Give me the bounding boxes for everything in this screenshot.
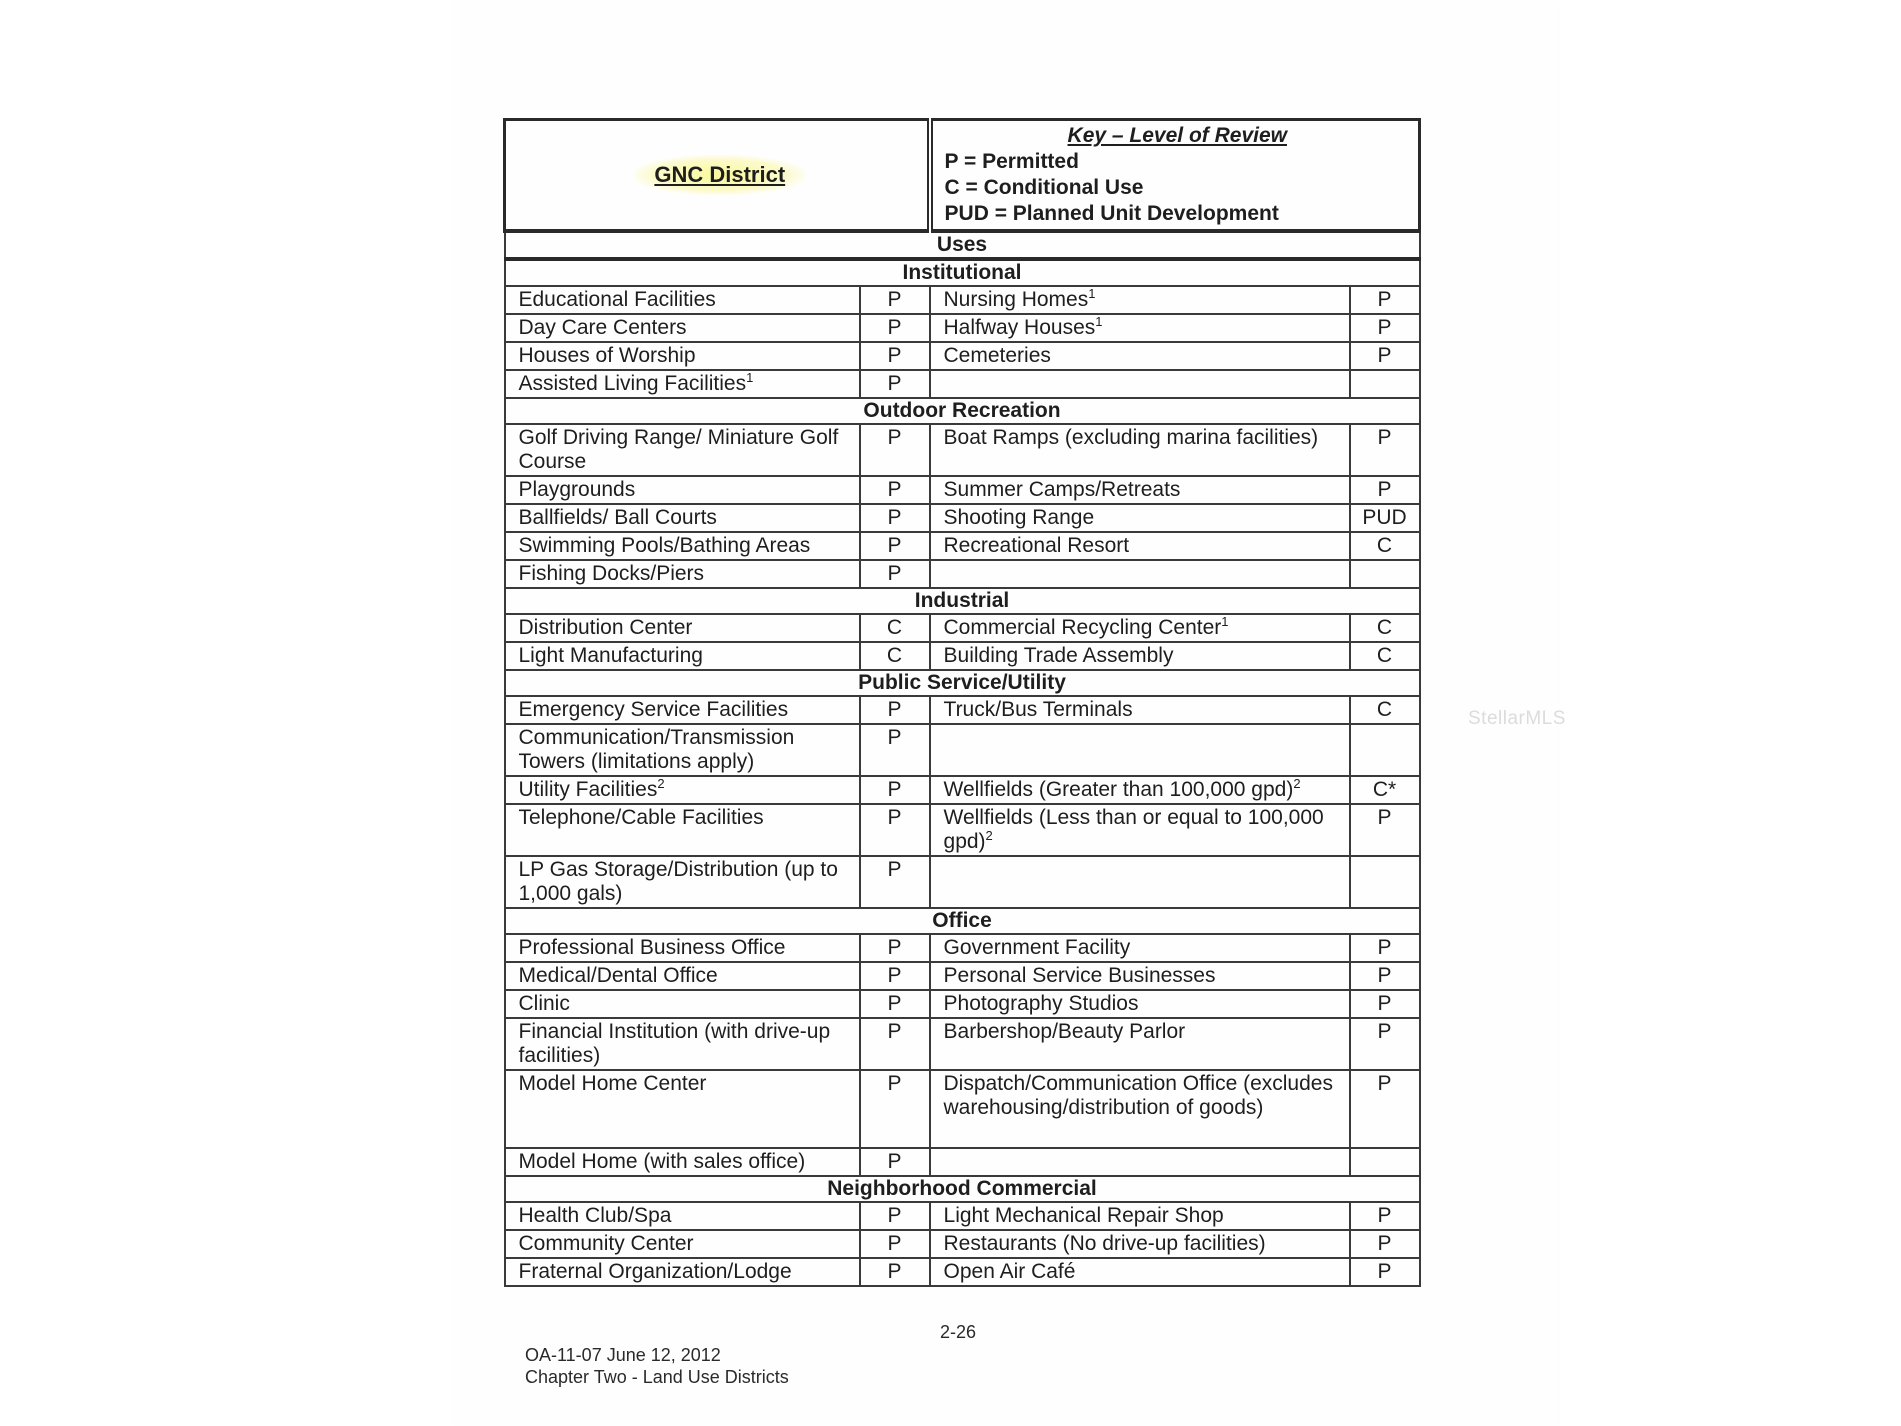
review-key bbox=[930, 120, 1420, 232]
use-name-right bbox=[930, 776, 1350, 804]
table-row bbox=[505, 776, 1420, 804]
use-name-left bbox=[505, 424, 860, 476]
review-code-left: P bbox=[860, 314, 930, 342]
use-name-right bbox=[930, 614, 1350, 642]
section-row bbox=[505, 259, 1420, 286]
use-name-left bbox=[505, 642, 860, 670]
review-code-right: P bbox=[1350, 962, 1420, 990]
use-label: Professional Business Office bbox=[518, 936, 786, 959]
use-name-right bbox=[930, 424, 1350, 476]
use-label: Assisted Living Facilities bbox=[518, 372, 747, 395]
use-name-right bbox=[930, 804, 1350, 856]
use-name-left bbox=[505, 934, 860, 962]
table-row bbox=[505, 934, 1420, 962]
use-name-right bbox=[930, 342, 1350, 370]
use-label: Fraternal Organization/Lodge bbox=[518, 1260, 792, 1283]
use-label: Building Trade Assembly bbox=[943, 644, 1174, 667]
use-name-left bbox=[505, 342, 860, 370]
use-name-right bbox=[930, 504, 1350, 532]
footer-chapter: Chapter Two - Land Use Districts bbox=[525, 1367, 789, 1387]
section-row bbox=[505, 588, 1420, 614]
use-name-right bbox=[930, 642, 1350, 670]
footnote-mark: 1 bbox=[1095, 314, 1103, 329]
uses-row bbox=[505, 231, 1420, 259]
use-label: Swimming Pools/Bathing Areas bbox=[518, 534, 811, 557]
watermark: StellarMLS bbox=[1468, 708, 1566, 729]
review-code-right: P bbox=[1350, 286, 1420, 314]
review-code-right: P bbox=[1350, 1202, 1420, 1230]
review-code-right: P bbox=[1350, 1018, 1420, 1070]
use-label: Restaurants (No drive-up facilities) bbox=[943, 1232, 1266, 1255]
uses-heading: Uses bbox=[505, 231, 1420, 259]
use-label: Barbershop/Beauty Parlor bbox=[943, 1020, 1186, 1043]
district-cell bbox=[505, 120, 930, 232]
review-code-left: P bbox=[860, 804, 930, 856]
table-row bbox=[505, 286, 1420, 314]
use-label: Medical/Dental Office bbox=[518, 964, 718, 987]
table-row bbox=[505, 1258, 1420, 1286]
review-code-left: P bbox=[860, 724, 930, 776]
use-label: Golf Driving Range/ Miniature Golf Course bbox=[518, 426, 839, 473]
use-name-left bbox=[505, 560, 860, 588]
section-row bbox=[505, 670, 1420, 696]
use-label: Photography Studios bbox=[943, 992, 1139, 1015]
table-row bbox=[505, 560, 1420, 588]
table-row bbox=[505, 1202, 1420, 1230]
use-label: Emergency Service Facilities bbox=[518, 698, 789, 721]
use-name-right bbox=[930, 1148, 1350, 1176]
review-code-right: C bbox=[1350, 696, 1420, 724]
use-label: Light Mechanical Repair Shop bbox=[943, 1204, 1224, 1227]
table-row bbox=[505, 696, 1420, 724]
review-code-right: C* bbox=[1350, 776, 1420, 804]
review-code-right: P bbox=[1350, 1258, 1420, 1286]
review-code-left: P bbox=[860, 962, 930, 990]
use-name-right bbox=[930, 560, 1350, 588]
review-code-left: C bbox=[860, 614, 930, 642]
page-number: 2-26 bbox=[940, 1322, 977, 1342]
use-name-left bbox=[505, 804, 860, 856]
section-row bbox=[505, 1176, 1420, 1202]
use-label: Light Manufacturing bbox=[518, 644, 703, 667]
review-code-right bbox=[1350, 370, 1420, 398]
review-code-right: P bbox=[1350, 990, 1420, 1018]
footnote-mark: 1 bbox=[1088, 286, 1096, 301]
use-label: Nursing Homes bbox=[943, 288, 1089, 311]
use-label: Model Home (with sales office) bbox=[518, 1150, 806, 1173]
review-code-right: C bbox=[1350, 532, 1420, 560]
use-label: Distribution Center bbox=[518, 616, 693, 639]
district-title: GNC District bbox=[634, 155, 805, 195]
review-code-left: P bbox=[860, 560, 930, 588]
review-code-right: P bbox=[1350, 934, 1420, 962]
footnote-mark: 1 bbox=[746, 370, 754, 385]
use-name-right bbox=[930, 286, 1350, 314]
use-label: Clinic bbox=[518, 992, 570, 1015]
use-label: Summer Camps/Retreats bbox=[943, 478, 1181, 501]
table-header-row bbox=[505, 120, 1420, 232]
review-code-left: P bbox=[860, 1070, 930, 1148]
review-code-right: P bbox=[1350, 1230, 1420, 1258]
review-code-left: P bbox=[860, 424, 930, 476]
use-label: Financial Institution (with drive-up facilities) bbox=[518, 1020, 831, 1067]
table-row bbox=[505, 1148, 1420, 1176]
use-name-left bbox=[505, 990, 860, 1018]
use-label: Shooting Range bbox=[943, 506, 1095, 529]
review-code-right: PUD bbox=[1350, 504, 1420, 532]
use-label: Wellfields (Less than or equal to 100,000 gpd) bbox=[943, 806, 1324, 853]
use-name-right bbox=[930, 532, 1350, 560]
use-name-left bbox=[505, 286, 860, 314]
use-name-right bbox=[930, 962, 1350, 990]
review-code-right bbox=[1350, 724, 1420, 776]
key-line-pud: PUD = Planned Unit Development bbox=[944, 202, 1279, 225]
section-title: Public Service/Utility bbox=[505, 670, 1420, 696]
key-line-permitted: P = Permitted bbox=[944, 150, 1079, 173]
footer bbox=[525, 1344, 789, 1388]
review-code-right bbox=[1350, 856, 1420, 908]
review-code-left: P bbox=[860, 776, 930, 804]
table-row bbox=[505, 856, 1420, 908]
table-row bbox=[505, 804, 1420, 856]
section-title: Neighborhood Commercial bbox=[505, 1176, 1420, 1202]
use-name-left bbox=[505, 1070, 860, 1148]
use-name-right bbox=[930, 724, 1350, 776]
review-code-left: P bbox=[860, 286, 930, 314]
use-label: Educational Facilities bbox=[518, 288, 716, 311]
use-name-right bbox=[930, 476, 1350, 504]
use-label: Halfway Houses bbox=[943, 316, 1096, 339]
use-label: Fishing Docks/Piers bbox=[518, 562, 705, 585]
use-name-left bbox=[505, 614, 860, 642]
use-label: Telephone/Cable Facilities bbox=[518, 806, 764, 829]
key-line-conditional: C = Conditional Use bbox=[944, 176, 1144, 199]
use-name-right bbox=[930, 1202, 1350, 1230]
use-label: Playgrounds bbox=[518, 478, 636, 501]
review-code-right: P bbox=[1350, 314, 1420, 342]
use-label: Houses of Worship bbox=[518, 344, 696, 367]
table-row bbox=[505, 476, 1420, 504]
use-label: Commercial Recycling Center bbox=[943, 616, 1222, 639]
use-label: Boat Ramps (excluding marina facilities) bbox=[943, 426, 1319, 449]
footer-ordinance: OA-11-07 June 12, 2012 bbox=[525, 1345, 721, 1365]
use-name-left bbox=[505, 696, 860, 724]
footnote-mark: 2 bbox=[1293, 776, 1301, 791]
use-name-right bbox=[930, 1258, 1350, 1286]
use-label: Recreational Resort bbox=[943, 534, 1130, 557]
use-name-left bbox=[505, 1202, 860, 1230]
table-row bbox=[505, 314, 1420, 342]
use-name-left bbox=[505, 1258, 860, 1286]
use-name-left bbox=[505, 724, 860, 776]
table-row bbox=[505, 614, 1420, 642]
review-code-right: C bbox=[1350, 614, 1420, 642]
use-label: Ballfields/ Ball Courts bbox=[518, 506, 717, 529]
use-name-left bbox=[505, 504, 860, 532]
use-label: Wellfields (Greater than 100,000 gpd) bbox=[943, 778, 1294, 801]
section-row bbox=[505, 398, 1420, 424]
review-code-right: P bbox=[1350, 342, 1420, 370]
use-name-left bbox=[505, 1148, 860, 1176]
use-name-left bbox=[505, 314, 860, 342]
use-label: Truck/Bus Terminals bbox=[943, 698, 1133, 721]
footnote-mark: 2 bbox=[657, 776, 665, 791]
use-label: Community Center bbox=[518, 1232, 694, 1255]
section-title: Institutional bbox=[505, 259, 1420, 286]
use-label: Health Club/Spa bbox=[518, 1204, 672, 1227]
use-name-right bbox=[930, 856, 1350, 908]
review-code-left: P bbox=[860, 532, 930, 560]
use-name-right bbox=[930, 934, 1350, 962]
review-code-right: C bbox=[1350, 642, 1420, 670]
use-name-left bbox=[505, 776, 860, 804]
table-row bbox=[505, 424, 1420, 476]
use-name-left bbox=[505, 856, 860, 908]
footnote-mark: 2 bbox=[985, 828, 993, 843]
use-name-left bbox=[505, 532, 860, 560]
use-name-left bbox=[505, 1018, 860, 1070]
table-row bbox=[505, 504, 1420, 532]
use-name-right bbox=[930, 1018, 1350, 1070]
use-name-right bbox=[930, 314, 1350, 342]
table-row bbox=[505, 370, 1420, 398]
review-code-left: P bbox=[860, 696, 930, 724]
use-label: Communication/Transmission Towers (limitations apply) bbox=[518, 726, 795, 773]
use-label: Model Home Center bbox=[518, 1072, 707, 1095]
use-label: Government Facility bbox=[943, 936, 1131, 959]
use-name-left bbox=[505, 1230, 860, 1258]
review-code-right: P bbox=[1350, 476, 1420, 504]
review-code-left: P bbox=[860, 934, 930, 962]
table-row bbox=[505, 962, 1420, 990]
use-label: Open Air Café bbox=[943, 1260, 1076, 1283]
use-name-left bbox=[505, 962, 860, 990]
use-label: Dispatch/Communication Office (excludes warehousing/distribution of goods) bbox=[943, 1072, 1333, 1119]
use-name-right bbox=[930, 990, 1350, 1018]
use-name-right bbox=[930, 1230, 1350, 1258]
review-code-left: P bbox=[860, 1258, 930, 1286]
section-row bbox=[505, 908, 1420, 934]
table-row bbox=[505, 1070, 1420, 1148]
review-code-right bbox=[1350, 1148, 1420, 1176]
use-name-left bbox=[505, 370, 860, 398]
section-title: Industrial bbox=[505, 588, 1420, 614]
review-code-left: P bbox=[860, 370, 930, 398]
review-code-right: P bbox=[1350, 804, 1420, 856]
review-code-right: P bbox=[1350, 1070, 1420, 1148]
review-code-left: P bbox=[860, 990, 930, 1018]
section-title: Office bbox=[505, 908, 1420, 934]
review-code-left: P bbox=[860, 1230, 930, 1258]
review-code-left: P bbox=[860, 1148, 930, 1176]
use-label: Cemeteries bbox=[943, 344, 1051, 367]
key-title: Key – Level of Review bbox=[1067, 124, 1287, 147]
use-name-right bbox=[930, 370, 1350, 398]
review-code-left: P bbox=[860, 1202, 930, 1230]
use-name-right bbox=[930, 1070, 1350, 1148]
section-title: Outdoor Recreation bbox=[505, 398, 1420, 424]
use-label: Utility Facilities bbox=[518, 778, 658, 801]
use-label: Day Care Centers bbox=[518, 316, 687, 339]
use-name-right bbox=[930, 696, 1350, 724]
review-code-left: P bbox=[860, 476, 930, 504]
review-code-left: C bbox=[860, 642, 930, 670]
zoning-uses-table bbox=[503, 118, 1421, 1287]
review-code-left: P bbox=[860, 856, 930, 908]
table-row bbox=[505, 1230, 1420, 1258]
use-label: Personal Service Businesses bbox=[943, 964, 1216, 987]
review-code-left: P bbox=[860, 504, 930, 532]
use-name-left bbox=[505, 476, 860, 504]
table-row bbox=[505, 642, 1420, 670]
review-code-left: P bbox=[860, 342, 930, 370]
table-row bbox=[505, 1018, 1420, 1070]
review-code-left: P bbox=[860, 1018, 930, 1070]
table-row bbox=[505, 532, 1420, 560]
table-row bbox=[505, 990, 1420, 1018]
review-code-right: P bbox=[1350, 424, 1420, 476]
table-row bbox=[505, 342, 1420, 370]
use-label: LP Gas Storage/Distribution (up to 1,000 gals) bbox=[518, 858, 838, 905]
table-row bbox=[505, 724, 1420, 776]
footnote-mark: 1 bbox=[1221, 614, 1229, 629]
review-code-right bbox=[1350, 560, 1420, 588]
